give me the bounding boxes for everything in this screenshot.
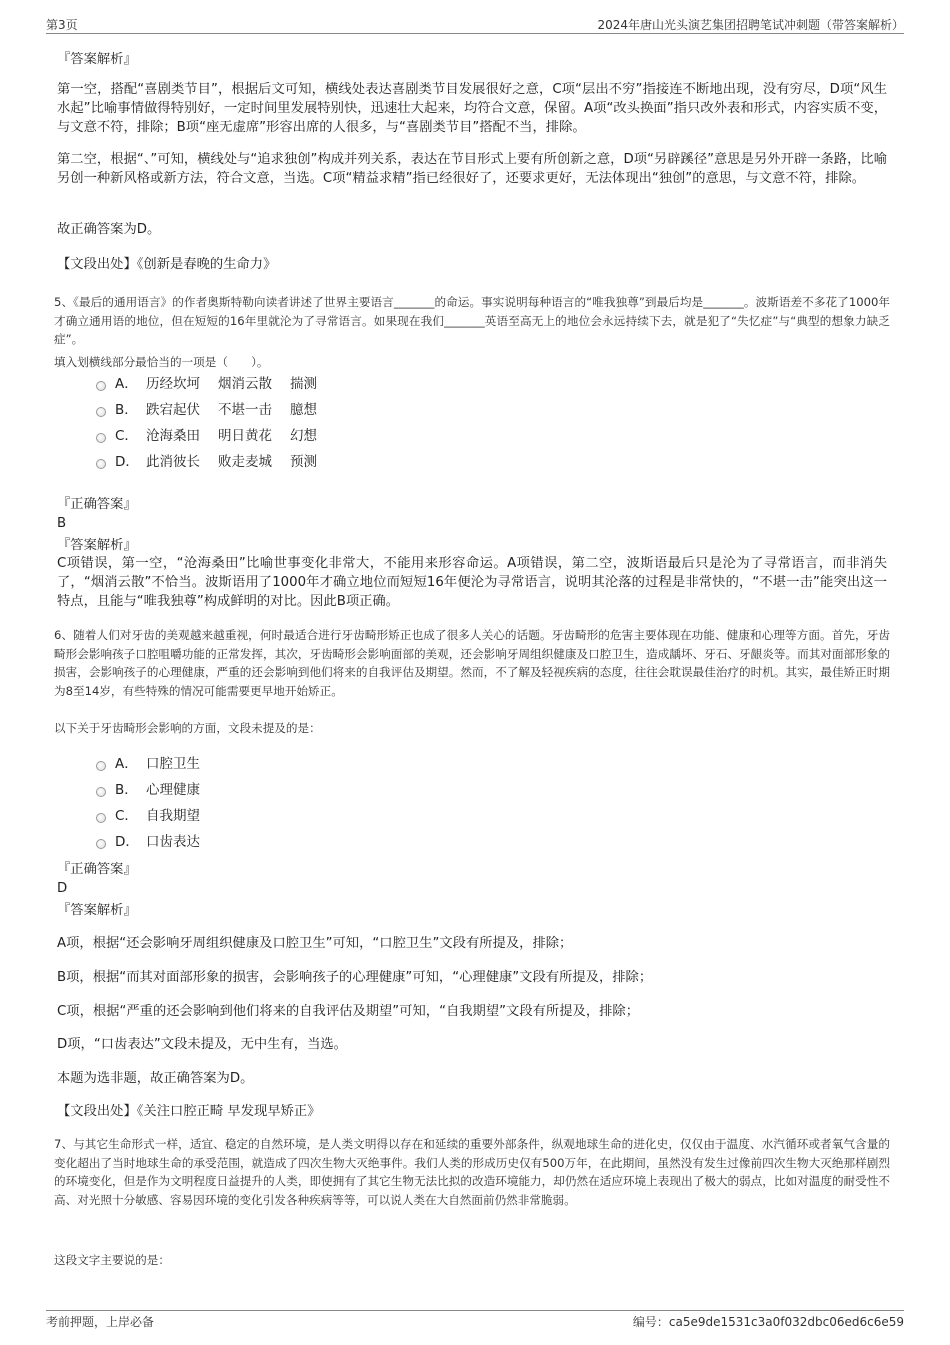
q6-option-a[interactable]: A． 口腔卫生 (96, 755, 200, 773)
q5-analysis: C项错误，第一空，“沧海桑田”比喻世事变化非常大，不能用来形容命运。A项错误，第二空，波斯语最后只是沦为了寻常语言，而非消失了，“烟消云散”不恰当。波斯语用了1000年才确立地位而短短16年便沦为寻常语言，说明其沦落的过程是非常快的，“不堪一击”能突出这一特点，且能与“唯我独尊”构成鲜明的对比。因此B项正确。 (57, 556, 887, 609)
q5-answer: B (57, 516, 67, 531)
q4-analysis-label: 『答案解析』 (57, 52, 137, 67)
radio-icon[interactable] (96, 839, 106, 849)
q5-stem: 5、《最后的通用语言》的作者奥斯特勒向读者讲述了世界主要语言_______的命运。事实说明每种语言的“唯我独尊”到最后均是_______。波斯语差不多花了1000年才确立通用语的地位，但在短短的16年里就沦为了寻常语言。如果现在我们_______英语至高无上的地位会永远持续下去，就是犯了“失忆症”与“典型的想象力缺乏症”。 (54, 295, 890, 346)
q6-option-b[interactable]: B． 心理健康 (96, 781, 200, 799)
q6-stem: 6、随着人们对牙齿的美观越来越重视，何时最适合进行牙齿畸形矫正也成了很多人关心的话题。牙齿畸形的危害主要体现在功能、健康和心理等方面。首先，牙齿畸形会影响孩子口腔咀嚼功能的正常发挥，其次，牙齿畸形会影响面部的美观，还会影响牙周组织健康及口腔卫生，造成龋坏、牙石、牙龈炎等。而其对面部形象的损害，会影响孩子的心理健康，严重的还会影响到他们将来的自我评估及期望。然而，不了解及轻视疾病的态度，往往会耽误最佳治疗的时机。其实，最佳矫正时期为8至14岁，有些特殊的情况可能需要更早地开始矫正。 (54, 628, 890, 698)
q6-analysis-b: B项，根据“而其对面部形象的损害，会影响孩子的心理健康”可知，“心理健康”文段有所提及，排除； (57, 970, 653, 985)
document-title: 2024年唐山光头演艺集团招聘笔试冲刺题（带答案解析） (597, 18, 904, 32)
q5-option-b[interactable]: B． 跌宕起伏 不堪一击 臆想 (96, 401, 335, 419)
q6-answer: D (57, 881, 68, 896)
q6-option-d[interactable]: D． 口齿表达 (96, 833, 200, 851)
q5-option-a[interactable]: A． 历经坎坷 烟消云散 揣测 (96, 375, 335, 393)
q6-analysis-a: A项，根据“还会影响牙周组织健康及口腔卫生”可知，“口腔卫生”文段有所提及，排除； (57, 936, 573, 951)
q6-instruction: 以下关于牙齿畸形会影响的方面，文段未提及的是： (54, 721, 321, 735)
q6-option-c[interactable]: C． 自我期望 (96, 807, 200, 825)
radio-icon[interactable] (96, 459, 106, 469)
footer-slogan: 考前押题，上岸必备 (46, 1315, 155, 1329)
q4-source: 【文段出处】《创新是春晚的生命力》 (57, 257, 277, 272)
radio-icon[interactable] (96, 813, 106, 823)
document-id: 编号：ca5e9de1531c3a0f032dbc06ed6c6e59 (632, 1315, 904, 1329)
q4-analysis-p1: 第一空，搭配“喜剧类节目”，根据后文可知，横线处表达喜剧类节目发展很好之意，C项“层出不穷”指接连不断地出现，没有穷尽，D项“风生水起”比喻事情做得特别好，一定时间里发展特别快，迅速壮大起来，均符合文意，保留。A项“改头换面”指只改外表和形式，内容实质不变，与文意不符，排除；B项“座无虚席”形容出席的人很多，与“喜剧类节目”搭配不当，排除。 (57, 82, 887, 135)
q7-stem: 7、与其它生命形式一样，适宜、稳定的自然环境，是人类文明得以存在和延续的重要外部条件，纵观地球生命的进化史，仅仅由于温度、水汽循环或者氧气含量的变化超出了当时地球生命的承受范围，就造成了四次生物大灭绝事件。我们人类的形成历史仅有500万年，在此期间，虽然没有发生过像前四次生物大灭绝那样剧烈的环境变化，但是作为文明程度日益提升的人类，即使拥有了其它生物无法比拟的改造环境能力，却仍然在适应环境上表现出了极大的弱点，比如对温度的耐受性不高、对光照十分敏感、容易因环境的变化引发各种疾病等等，可以说人类在大自然面前仍然非常脆弱。 (54, 1137, 890, 1207)
page-number: 第3页 (46, 18, 78, 32)
q6-analysis-d: D项，“口齿表达”文段未提及，无中生有，当选。 (57, 1037, 347, 1052)
radio-icon[interactable] (96, 381, 106, 391)
q6-analysis-label: 『答案解析』 (57, 903, 137, 918)
q6-correct-label: 『正确答案』 (57, 862, 137, 877)
footer-divider (46, 1310, 904, 1311)
q5-correct-label: 『正确答案』 (57, 497, 137, 512)
q4-analysis-p2: 第二空，根据“、”可知，横线处与“追求独创”构成并列关系，表达在节目形式上要有所创新之意，D项“另辟蹊径”意思是另外开辟一条路，比喻另创一种新风格或新方法，符合文意，当选。C项“精益求精”指已经很好了，还要求更好，无法体现出“独创”的意思，与文意不符，排除。 (57, 152, 887, 186)
q6-analysis-c: C项，根据“严重的还会影响到他们将来的自我评估及期望”可知，“自我期望”文段有所提及，排除； (57, 1004, 640, 1019)
q5-option-c[interactable]: C． 沧海桑田 明日黄花 幻想 (96, 427, 335, 445)
radio-icon[interactable] (96, 433, 106, 443)
q5-instruction: 填入划横线部分最恰当的一项是（ ）。 (54, 355, 269, 369)
q5-analysis-label: 『答案解析』 (57, 538, 137, 553)
q5-option-d[interactable]: D． 此消彼长 败走麦城 预测 (96, 453, 335, 471)
q6-source: 【文段出处】《关注口腔正畸 早发现早矫正》 (57, 1104, 321, 1119)
header-divider (46, 33, 904, 34)
q6-conclusion: 本题为选非题，故正确答案为D。 (57, 1071, 254, 1086)
q7-instruction: 这段文字主要说的是： (54, 1253, 170, 1267)
radio-icon[interactable] (96, 761, 106, 771)
radio-icon[interactable] (96, 787, 106, 797)
q4-conclusion: 故正确答案为D。 (57, 222, 161, 237)
radio-icon[interactable] (96, 407, 106, 417)
